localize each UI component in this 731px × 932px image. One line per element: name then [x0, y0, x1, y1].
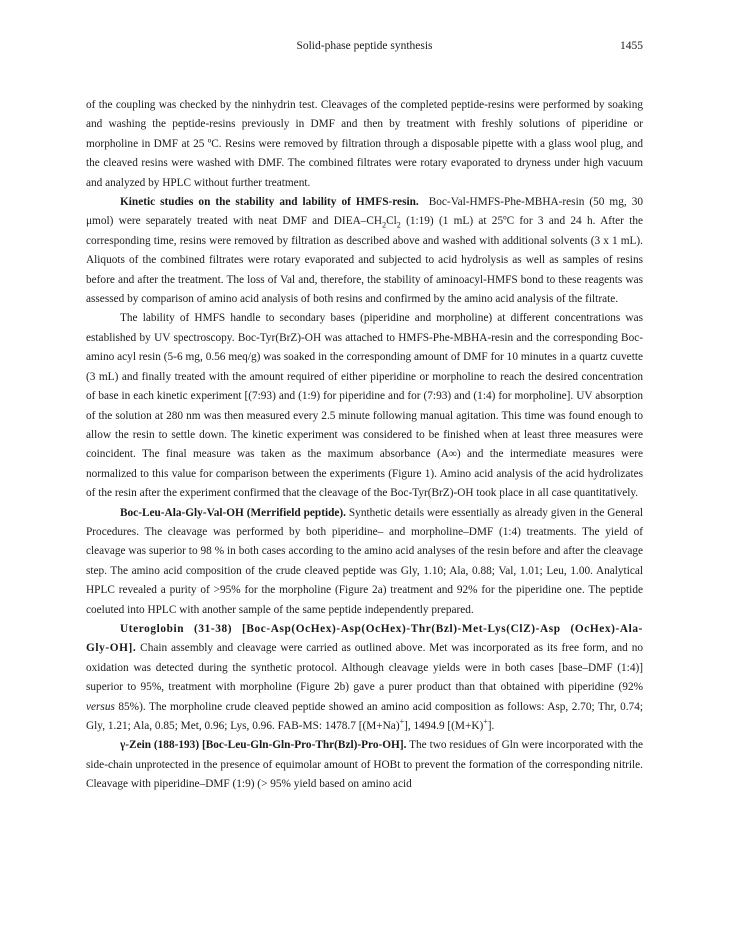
section-heading-uteroglobin: Uteroglobin (31-38) [Boc-Asp(OcHex)-Asp(OcHex)-Thr(Bzl)-Met-Lys(ClZ)-Asp (OcHex)-Ala-Gly-OH]. [86, 622, 643, 655]
section-heading-kinetic-studies: Kinetic studies on the stability and lability of HMFS-resin. [120, 196, 419, 209]
paragraph-text: ]. [487, 720, 495, 732]
italic-versus: versus [86, 700, 115, 713]
paragraph-text: Synthetic details were essentially as already given in the General Procedures. The cleavage was performed by both piperidine– and morpholine–DMF (1:4) treatments. The yield of cleavage was superior to 98 % in both cases according to the amino acid analyses of the resin before and after the cleavage step. The amino acid composition of the crude cleaved peptide was Gly, 1.10; Ala, 0.88; Val, 1.01; Leu, 1.00. Analytical HPLC revealed a purity of >95% for the morpholine (Figure 2a) treatment and 92% for the piperidine one. The peptide coeluted into HPLC with another sample of the same peptide independently prepared. [86, 506, 644, 616]
paragraph-text: The lability of HMFS handle to secondary bases (piperidine and morpholine) at different concentrations was established by UV spectroscopy. Boc-Tyr(BrZ)-OH was attached to HMFS-Phe-MBHA-resin and the corresponding Boc-amino acyl resin (5-6 mg, 0.56 meq/g) was soaked in the corresponding amount of DMF for 10 minutes in a quartz cuvette (3 mL) and finally treated with the amount required of either piperidine or morpholine to reach the desired concentration of base in each kinetic experiment [(7:93) and (1:9) for piperidine and for (7:93) and (1:4) for morpholine]. UV absorption of the solution at 280 nm was then measured every 2.5 minute following manual agitation. This time was found enough to allow the resin to settle down. The kinetic experiment was considered to be finished when at least three measures were coincident. The final measure was taken as the maximum absorbance (A∞) and the intermediate measures were normalized to this value for comparison between the experiments (Figure 1). Amino acid analysis of the acid hydrolizates of the resin after the experiment confirmed that the cleavage of the Boc-Tyr(BrZ)-OH took place in all case quantitatively. [86, 312, 643, 500]
paragraph-hmfs-lability [86, 309, 643, 503]
paragraph-text: (1:19) (1 mL) at 25ºC for 3 and 24 h. After the corresponding time, resins were removed by filtration as described above and washed with additional solvents (3 x 1 mL). Aliquots of the combined filtrates were rotary evaporated and subjected to acid hydrolysis as well as samples of resins before and after the treatment. The loss of Val and, therefore, the stability of aminoacyl-HMFS bond to these reagents was assessed by comparison of amino acid analysis of both resins and confirmed by the amino acid analysis of the filtrate. [86, 215, 643, 306]
paragraph-text: 85%). The morpholine crude cleaved peptide showed an amino acid composition as follows: Asp, 2.70; Thr, 0.74; Gly, 1.21; Ala, 0.85; Met, 0.96; Lys, 0.96. FAB-MS: 1478.7 [(M+Na) [86, 700, 643, 732]
running-title: Solid-phase peptide synthesis [296, 40, 433, 52]
superscript: + [399, 717, 405, 727]
paragraph-text: Cl [386, 215, 397, 228]
paragraph-kinetic-studies [86, 193, 643, 309]
section-heading-gamma-zein: γ-Zein (188-193) [Boc-Leu-Gln-Gln-Pro-Thr(Bzl)-Pro-OH]. [120, 739, 407, 752]
paragraph-uteroglobin [86, 620, 643, 736]
superscript: + [483, 717, 488, 727]
paragraph-text: Chain assembly and cleavage were carried as outlined above. Met was incorporated as its free form, and no oxidation was detected during the synthetic protocol. Although cleavage yields were in both cases [base–DMF (1:4)] superior to 95%, treatment with morpholine (Figure 2b) gave a purer product than that obtained with piperidine (92% [86, 642, 643, 694]
paragraph-text: Boc-Val-HMFS-Phe-MBHA-resin (50 mg, 30 μmol) were separately treated with neat DMF and DIEA–CH [86, 196, 643, 228]
paragraph-text: The two residues of Gln were incorporated with the side-chain unprotected in the presence of equimolar amount of HOBt to prevent the formation of the corresponding nitrile. Cleavage with piperidine–DMF (1:9) (> 95% yield based on amino acid [86, 739, 644, 791]
paragraph-text: of the coupling was checked by the ninhydrin test. Cleavages of the completed peptide-resins were performed by soaking and washing the peptide-resins previously in DMF and then by treatment with freshly solutions of piperidine or morpholine in DMF at 25 ºC. Resins were removed by filtration through a disposable pipette with a glass wool plug, and the cleaved resins were washed with DMF. The combined filtrates were rotary evaporated to dryness under high vacuum and analyzed by HPLC without further treatment. [86, 99, 643, 189]
subscript: 2 [382, 220, 387, 230]
paragraph-merrifield-peptide [86, 504, 643, 620]
paragraph-cleavage-procedure [86, 96, 643, 193]
body-text [86, 96, 643, 795]
paragraph-text: ], 1494.9 [(M+K) [404, 720, 484, 732]
running-head [86, 40, 643, 58]
subscript: 2 [396, 220, 401, 230]
section-heading-merrifield-peptide: Boc-Leu-Ala-Gly-Val-OH (Merrifield peptide). [120, 506, 346, 519]
paragraph-gamma-zein [86, 736, 643, 794]
page-number: 1455 [620, 40, 643, 52]
